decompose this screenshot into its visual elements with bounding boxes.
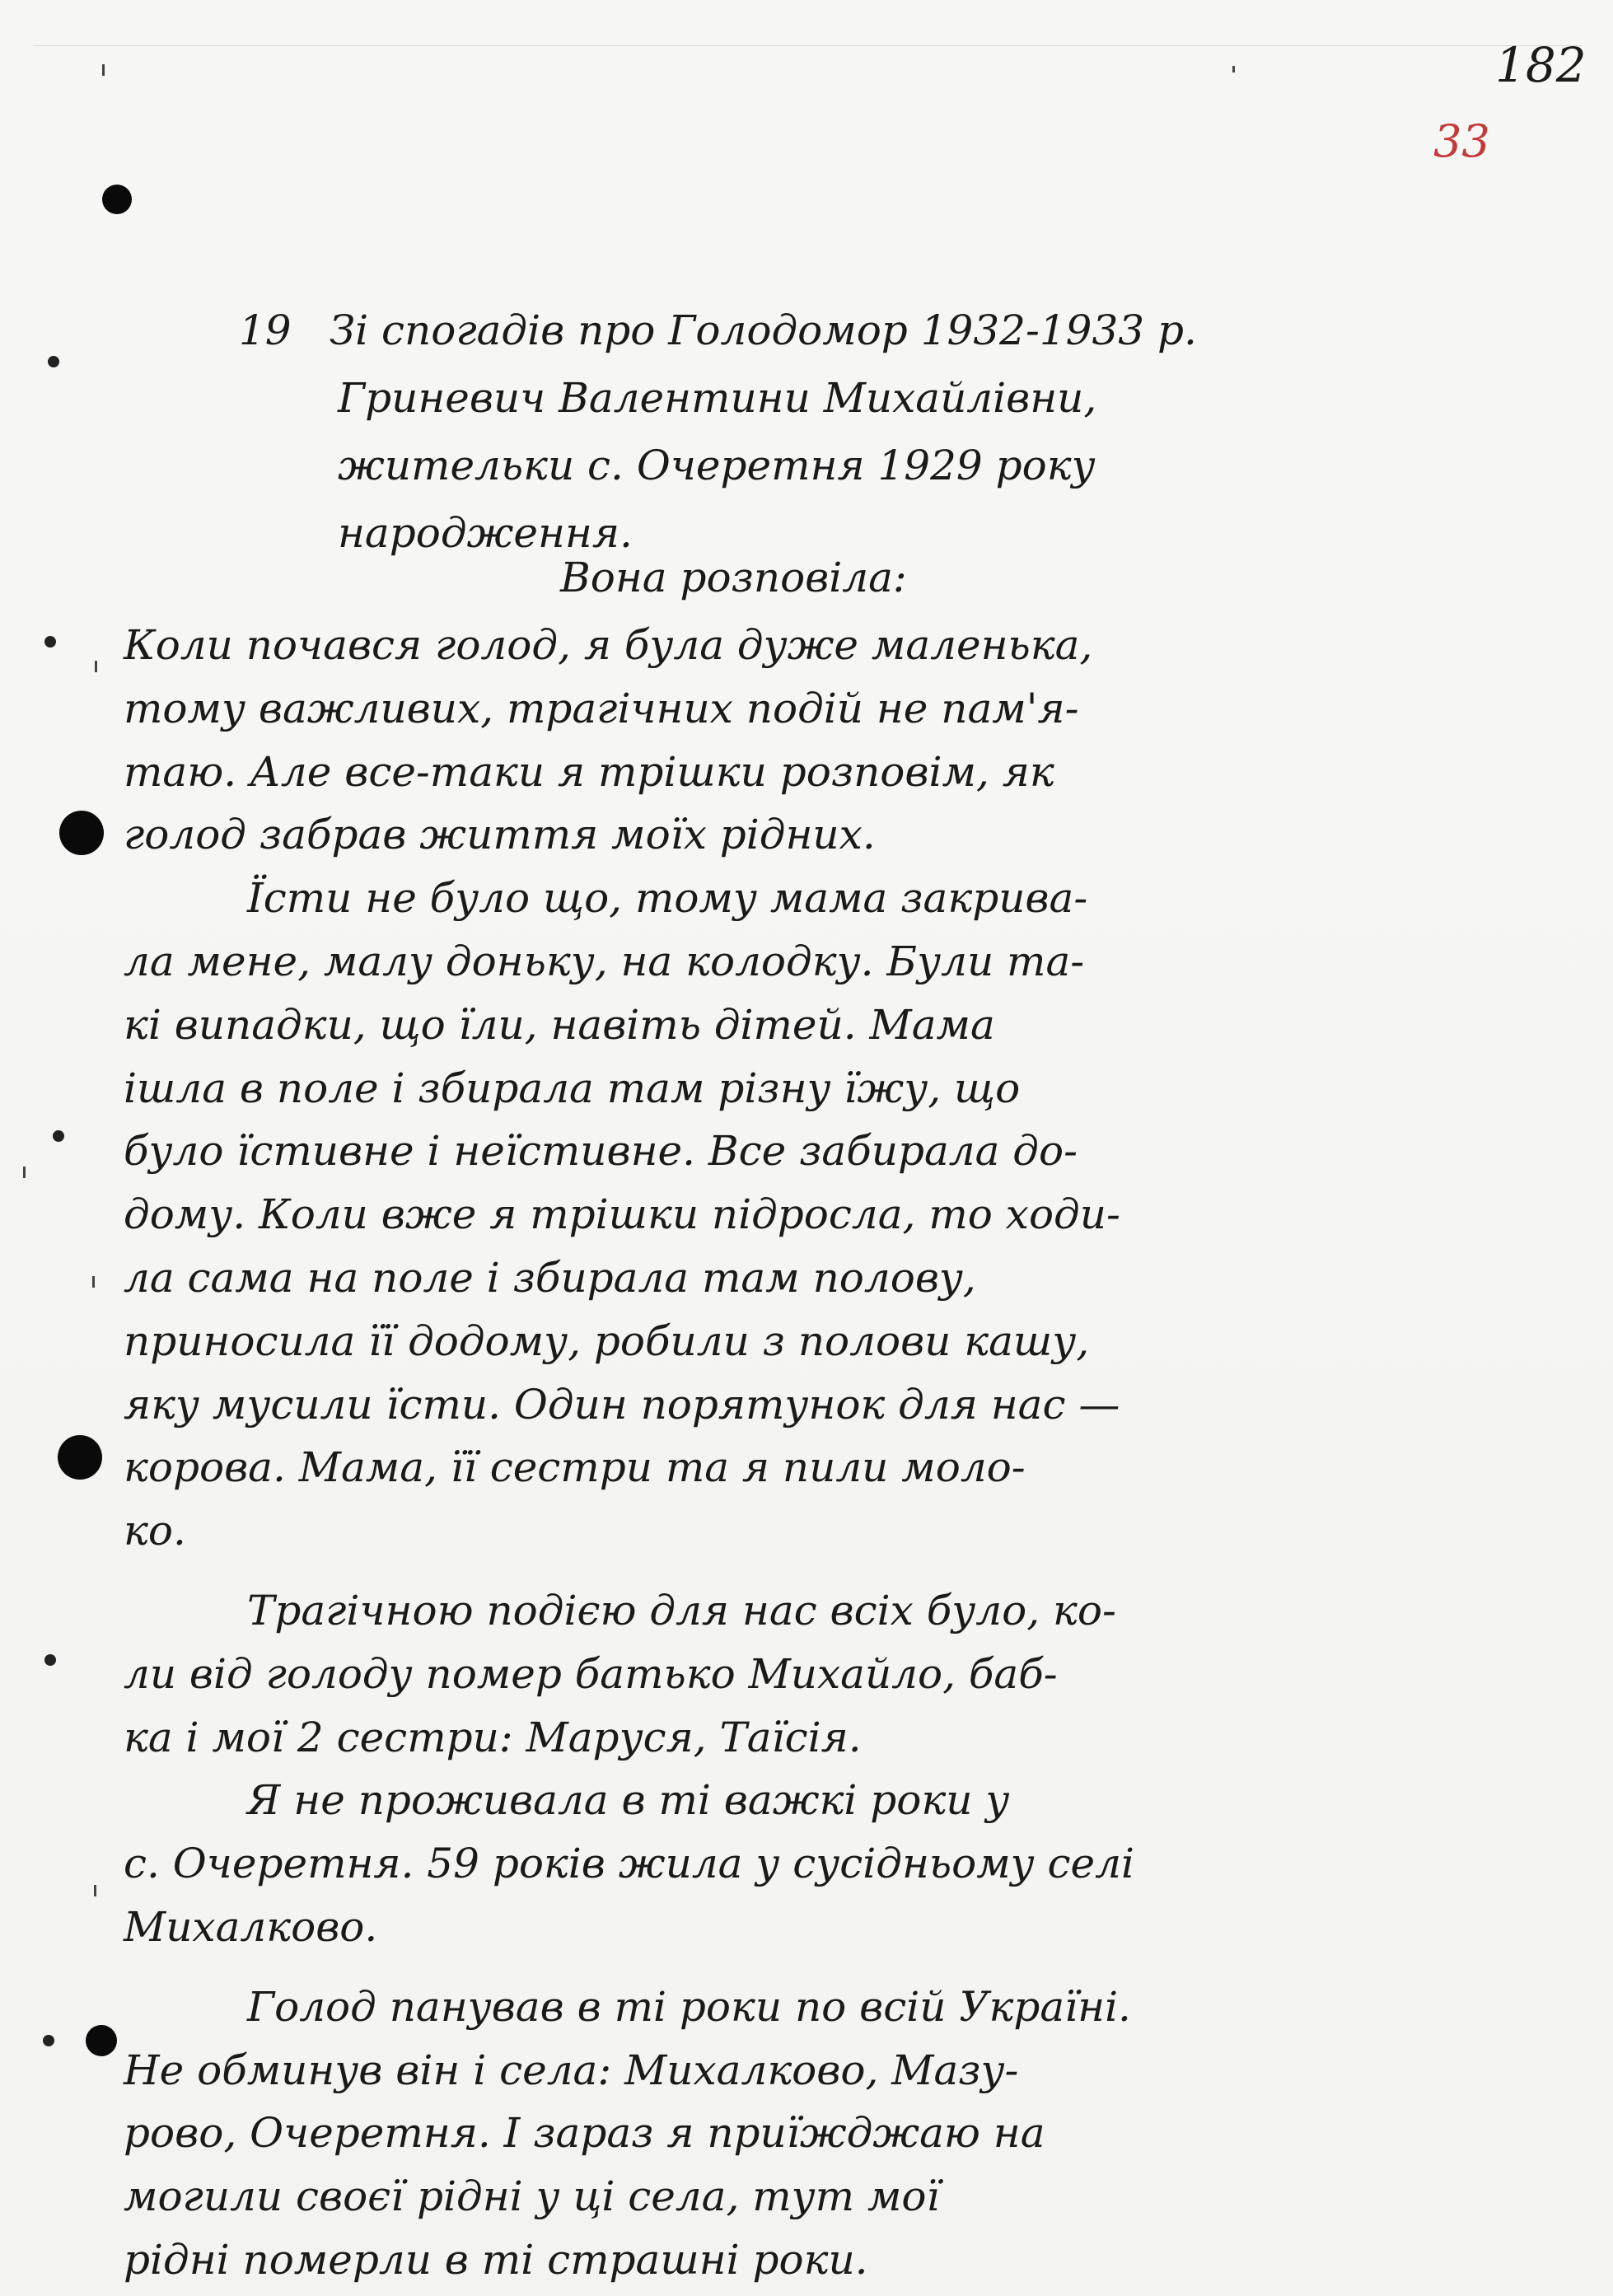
heading-line: жительки с. Очеретня 1929 року — [338, 442, 1096, 489]
margin-tick — [102, 64, 105, 76]
margin-dot — [48, 356, 59, 367]
text-line: яку мусили їсти. Один порятунок для нас — — [124, 1380, 1120, 1429]
text-line: ко. — [124, 1507, 186, 1555]
text-line: Я не проживала в ті важкі роки у — [247, 1776, 1010, 1825]
page-edge-line — [33, 45, 1582, 46]
text-line: Голод панував в ті роки по всій Україні. — [247, 1982, 1131, 2031]
text-line: с. Очеретня. 59 років жила у сусідньому селі — [124, 1840, 1134, 1888]
text-line: голод забрав життя моїх рідних. — [124, 811, 876, 859]
text-line: Михалково. — [124, 1902, 378, 1951]
text-line: дому. Коли вже я трішки підросла, то ходи- — [124, 1190, 1120, 1239]
text-line: таю. Але все-таки я трішки розповім, як — [124, 747, 1054, 796]
text-line: Не обминув він і села: Михалково, Мазу- — [124, 2046, 1019, 2094]
margin-tick — [23, 1167, 26, 1178]
text-line: тому важливих, трагічних подій не пам'я- — [124, 684, 1079, 732]
text-line: Коли почався голод, я була дуже маленька, — [124, 621, 1093, 669]
testimony-body — [124, 614, 1458, 2292]
binder-hole — [86, 2025, 117, 2056]
binder-hole — [58, 1435, 102, 1480]
heading-title: Зі спогадів про Голодомор 1932-1933 р. — [330, 306, 1197, 354]
paragraph-gap — [124, 1959, 1458, 1976]
text-line: Трагічною подією для нас всіх було, ко- — [247, 1586, 1116, 1634]
page-number: 182 — [1495, 37, 1587, 93]
binder-hole — [59, 811, 104, 855]
text-line: ла мене, малу доньку, на колодку. Були та- — [124, 937, 1085, 985]
margin-dot — [53, 1130, 64, 1142]
text-line: приносила її додому, робили з полови кашу, — [124, 1316, 1090, 1365]
text-line: корова. Мама, її сестри та я пили моло- — [124, 1443, 1026, 1492]
margin-tick — [94, 1885, 96, 1896]
text-line: кі випадки, що їли, навіть дітей. Мама — [124, 1000, 995, 1049]
margin-tick — [95, 661, 97, 672]
text-line: було їстивне і неїстивне. Все забирала до- — [124, 1127, 1078, 1176]
entry-number: 19 — [239, 306, 292, 354]
text-line: рідні померли в ті страшні роки. — [124, 2235, 868, 2284]
text-line: ла сама на поле і збирала там полову, — [124, 1253, 976, 1302]
narration-intro: Вона розповіла: — [560, 554, 907, 601]
text-line: ішла в поле і збирала там різну їжу, що — [124, 1064, 1021, 1112]
margin-dot — [43, 2035, 54, 2046]
heading-line — [239, 297, 1392, 364]
text-line: ли від голоду помер батько Михайло, баб- — [124, 1649, 1058, 1698]
binder-hole — [102, 185, 132, 214]
margin-tick — [1232, 66, 1235, 72]
archive-number: 33 — [1433, 115, 1490, 167]
margin-dot — [44, 636, 56, 648]
heading-line: Гриневич Валентини Михайлівни, — [338, 374, 1097, 422]
text-line: могили своєї рідні у ці села, тут мої — [124, 2172, 940, 2221]
heading-line: народження. — [338, 509, 633, 557]
text-line: рово, Очеретня. І зараз я приїжджаю на — [124, 2109, 1045, 2158]
margin-dot — [44, 1654, 56, 1666]
margin-tick — [92, 1276, 95, 1288]
text-line: Їсти не було що, тому мама закрива- — [247, 874, 1088, 923]
text-line: ка і мої 2 сестри: Маруся, Таїсія. — [124, 1713, 862, 1761]
document-heading — [239, 297, 1392, 567]
paragraph-gap — [124, 1563, 1458, 1579]
